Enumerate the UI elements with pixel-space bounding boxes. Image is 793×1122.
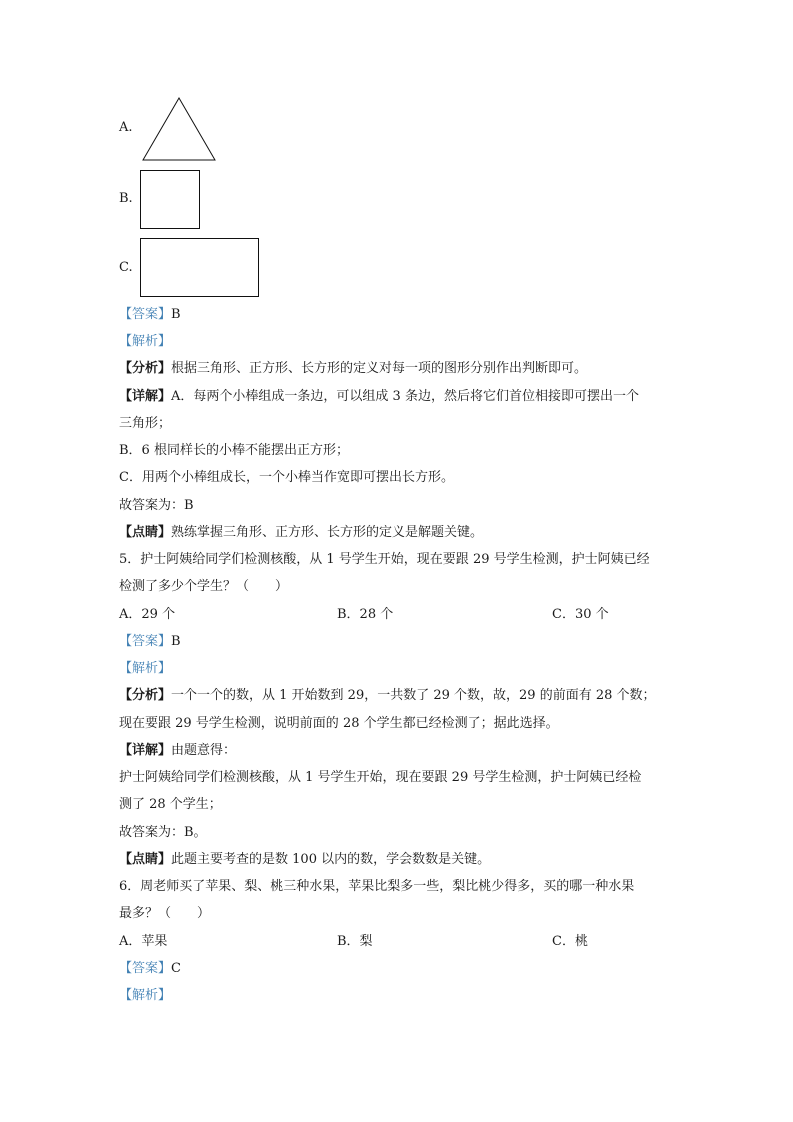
dianjing-text: 熟练掌握三角形、正方形、长方形的定义是解题关键。 [171, 525, 484, 540]
shape-option-b-label: B. [119, 191, 133, 206]
q6-stem-line-1: 6．周老师买了苹果、梨、桃三种水果，苹果比梨多一些，梨比桃少得多，买的哪一种水果 [119, 879, 635, 894]
q5-xiangjie-line [119, 742, 698, 760]
xiangjie-text: A．每两个小棒组成一条边，可以组成 3 条边，然后将它们首位相接即可摆出一个 [171, 389, 639, 404]
analysis-tag: 【解析】 [119, 988, 172, 1003]
q5-option-b: B．28 个 [337, 607, 394, 622]
q5-option-c: C．30 个 [552, 607, 609, 622]
q4-analysis-heading [119, 333, 698, 351]
shape-option-c-label: C. [119, 260, 133, 275]
triangle-icon [141, 97, 217, 161]
analysis-tag: 【解析】 [119, 661, 172, 676]
q6-analysis-heading [119, 987, 698, 1005]
q4-answer-line [119, 306, 698, 324]
fenxi-tag: 【分析】 [119, 361, 172, 376]
q5-stem-line-1: 5．护士阿姨给同学们检测核酸，从 1 号学生开始，现在要跟 29 号学生检测，护士阿姨已经 [119, 552, 650, 567]
xiangjie-tag: 【详解】 [119, 743, 172, 758]
fenxi-tag: 【分析】 [119, 688, 172, 703]
square-icon [140, 170, 201, 230]
q6-option-c: C．桃 [552, 934, 588, 949]
q5-conclusion: 故答案为：B。 [119, 825, 207, 840]
q4-xiangjie-line [119, 388, 698, 406]
q6-stem-line-2: 最多？（ ） [119, 906, 211, 921]
dianjing-text: 此题主要考查的是数 100 以内的数，学会数数是关键。 [171, 852, 491, 867]
answer-value: B [171, 307, 181, 322]
fenxi-text: 根据三角形、正方形、长方形的定义对每一项的图形分别作出判断即可。 [171, 361, 588, 376]
q5-xiangjie-line-2: 护士阿姨给同学们检测核酸，从 1 号学生开始，现在要跟 29 号学生检测，护士阿姨已经检 [119, 770, 642, 785]
q5-fenxi-line-2: 现在要跟 29 号学生检测，说明前面的 28 个学生都已经检测了；据此选择。 [119, 716, 559, 731]
q6-option-b: B．梨 [337, 934, 373, 949]
shape-option-a-label: A. [119, 120, 133, 135]
q5-option-a: A．29 个 [119, 607, 176, 622]
q4-xiangjie-line-3: B．6 根同样长的小棒不能摆出正方形； [119, 443, 349, 458]
xiangjie-text: 由题意得： [171, 743, 237, 758]
q4-xiangjie-line-2: 三角形； [119, 416, 172, 431]
answer-value: B [171, 634, 181, 649]
answer-value: C [171, 961, 181, 976]
q5-stem-line-2: 检测了多少个学生？（ ） [119, 579, 289, 594]
dianjing-tag: 【点睛】 [119, 852, 172, 867]
rectangle-icon [140, 238, 260, 298]
q4-xiangjie-line-4: C．用两个小棒组成长，一个小棒当作宽即可摆出长方形。 [119, 470, 454, 485]
fenxi-text: 一个一个的数，从 1 开始数到 29，一共数了 29 个数，故，29 的前面有 28 个数； [171, 688, 656, 703]
q5-answer-line [119, 633, 698, 651]
q6-answer-line [119, 960, 698, 978]
q4-fenxi-line [119, 360, 698, 378]
analysis-tag: 【解析】 [119, 334, 172, 349]
q5-xiangjie-line-3: 测了 28 个学生； [119, 797, 222, 812]
q6-option-a: A．苹果 [119, 934, 168, 949]
q5-fenxi-line [119, 687, 698, 705]
answer-tag: 【答案】 [119, 961, 172, 976]
answer-tag: 【答案】 [119, 634, 172, 649]
q4-dianjing-line [119, 524, 698, 542]
q5-dianjing-line [119, 851, 698, 869]
answer-tag: 【答案】 [119, 307, 172, 322]
q5-analysis-heading [119, 660, 698, 678]
dianjing-tag: 【点睛】 [119, 525, 172, 540]
xiangjie-tag: 【详解】 [119, 389, 172, 404]
q4-conclusion: 故答案为：B [119, 498, 194, 513]
